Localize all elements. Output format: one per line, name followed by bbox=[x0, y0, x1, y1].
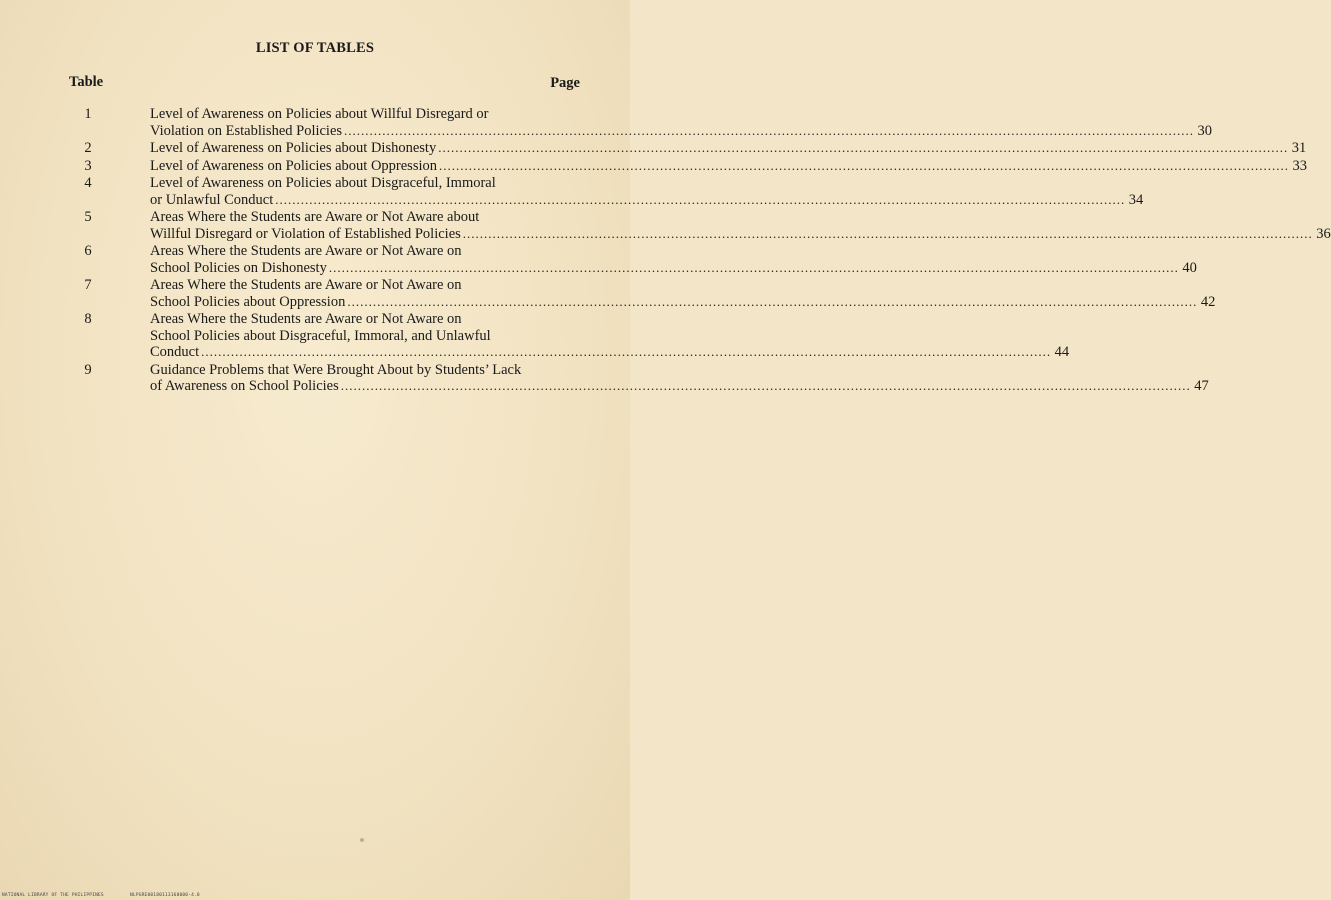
toc-entry-page-number: 36 bbox=[1316, 225, 1331, 242]
dot-leader: ........................................................................................................................................................................................................ bbox=[462, 225, 1313, 241]
toc-entry-text bbox=[150, 175, 1144, 208]
dot-leader: ........................................................................................................................................................................................................ bbox=[439, 157, 1289, 173]
toc-entry-number: 1 bbox=[84, 106, 92, 122]
footer-library: NATIONAL LIBRARY OF THE PHILIPPINES bbox=[2, 893, 104, 898]
toc-entry bbox=[0, 361, 1209, 395]
toc-entry-line: Willful Disregard or Violation of Established Policies bbox=[150, 225, 461, 242]
toc-entry bbox=[0, 209, 1331, 242]
dot-leader: ........................................................................................................................................................................................................ bbox=[438, 140, 1289, 155]
dot-leader: ........................................................................................................................................................................................................ bbox=[344, 122, 1195, 138]
toc-entry-number: 7 bbox=[84, 277, 92, 293]
toc-entry-text bbox=[150, 140, 1307, 157]
toc-entry-last-line bbox=[150, 225, 1331, 243]
toc-entry-line: School Policies about Oppression bbox=[150, 293, 346, 310]
dot-leader: ........................................................................................................................................................................................................ bbox=[201, 344, 1052, 359]
toc-entry-last-line bbox=[150, 140, 1307, 157]
toc-entry-number: 4 bbox=[84, 175, 92, 191]
toc-entry-text bbox=[150, 243, 1197, 276]
toc-entry-number: 9 bbox=[84, 361, 92, 378]
toc-entry-last-line bbox=[150, 157, 1307, 175]
toc-entry-last-line bbox=[150, 259, 1197, 277]
toc-entry-line: Areas Where the Students are Aware or Not Aware on bbox=[150, 311, 462, 327]
toc-entry-line: School Policies on Dishonesty bbox=[150, 259, 327, 276]
toc-entry-line: Violation on Established Policies bbox=[150, 122, 343, 139]
table-column-header: Table bbox=[69, 74, 104, 90]
toc-entry-page-number: 42 bbox=[1200, 293, 1216, 310]
toc-entry-text bbox=[150, 311, 1070, 361]
toc-entry-page-number: 34 bbox=[1128, 191, 1144, 208]
toc-entry-number: 3 bbox=[84, 157, 92, 174]
footer-code: NLPGRE00180113160000-4.0 bbox=[130, 893, 200, 898]
toc-entry-last-line bbox=[150, 344, 1070, 361]
toc-entry-page-number: 47 bbox=[1194, 378, 1209, 394]
toc-entry-last-line bbox=[150, 191, 1144, 209]
toc-entry-line: School Policies about Disgraceful, Immoral, and Unlawful bbox=[150, 327, 491, 344]
toc-entry bbox=[0, 140, 1307, 157]
toc-entry-line: Level of Awareness on Policies about Oppression bbox=[150, 157, 437, 174]
toc-entry-last-line bbox=[150, 378, 1209, 395]
toc-entry-line: Guidance Problems that Were Brought About by Students’ Lack bbox=[150, 361, 522, 378]
toc-entry-last-line bbox=[150, 122, 1213, 140]
toc-entry bbox=[0, 157, 1307, 175]
toc-entry-text bbox=[150, 209, 1331, 242]
toc-entry-number: 6 bbox=[84, 243, 92, 259]
paper-speck bbox=[360, 838, 364, 842]
toc-entry-line: Level of Awareness on Policies about Dishonesty bbox=[150, 140, 437, 156]
toc-entry-text bbox=[150, 361, 1209, 395]
toc-entry-line: Areas Where the Students are Aware or Not Aware on bbox=[150, 243, 462, 259]
toc-entry-line: or Unlawful Conduct bbox=[150, 191, 274, 208]
toc-entry-number: 2 bbox=[84, 140, 92, 156]
toc-entry-line: Level of Awareness on Policies about Disgraceful, Immoral bbox=[150, 175, 496, 191]
dot-leader: ........................................................................................................................................................................................................ bbox=[347, 293, 1198, 309]
toc-entry-last-line bbox=[150, 293, 1216, 311]
toc-entry-line: Areas Where the Students are Aware or Not Aware on bbox=[150, 277, 462, 293]
toc-entry-line: Areas Where the Students are Aware or Not Aware about bbox=[150, 209, 480, 225]
dot-leader: ........................................................................................................................................................................................................ bbox=[340, 378, 1191, 393]
toc-entry-number: 8 bbox=[84, 311, 92, 327]
toc-entry bbox=[0, 243, 1197, 276]
toc-entry bbox=[0, 175, 1144, 208]
toc-entry-number: 5 bbox=[84, 209, 92, 225]
dot-leader: ........................................................................................................................................................................................................ bbox=[328, 259, 1179, 275]
toc-entry bbox=[0, 106, 1213, 139]
toc-entry bbox=[0, 277, 1216, 310]
toc-entry-page-number: 31 bbox=[1291, 140, 1307, 156]
toc-entry-line: of Awareness on School Policies bbox=[150, 378, 339, 394]
dot-leader: ........................................................................................................................................................................................................ bbox=[275, 191, 1126, 207]
toc-entry-page-number: 33 bbox=[1292, 157, 1307, 174]
footer bbox=[2, 893, 200, 898]
page-title: LIST OF TABLES bbox=[255, 40, 375, 56]
toc-entry-page-number: 44 bbox=[1054, 344, 1070, 360]
toc-entry-page-number: 30 bbox=[1197, 122, 1213, 139]
toc-entry bbox=[0, 311, 1070, 361]
toc-entry-page-number: 40 bbox=[1182, 259, 1197, 276]
toc-entry-line: Conduct bbox=[150, 344, 200, 360]
toc-entry-line: Level of Awareness on Policies about Willful Disregard or bbox=[150, 106, 489, 122]
toc-entry-text bbox=[150, 157, 1307, 175]
table-of-contents bbox=[0, 106, 1331, 396]
page-column-header: Page bbox=[550, 75, 580, 91]
toc-entry-text bbox=[150, 106, 1213, 139]
toc-entry-text bbox=[150, 277, 1216, 310]
